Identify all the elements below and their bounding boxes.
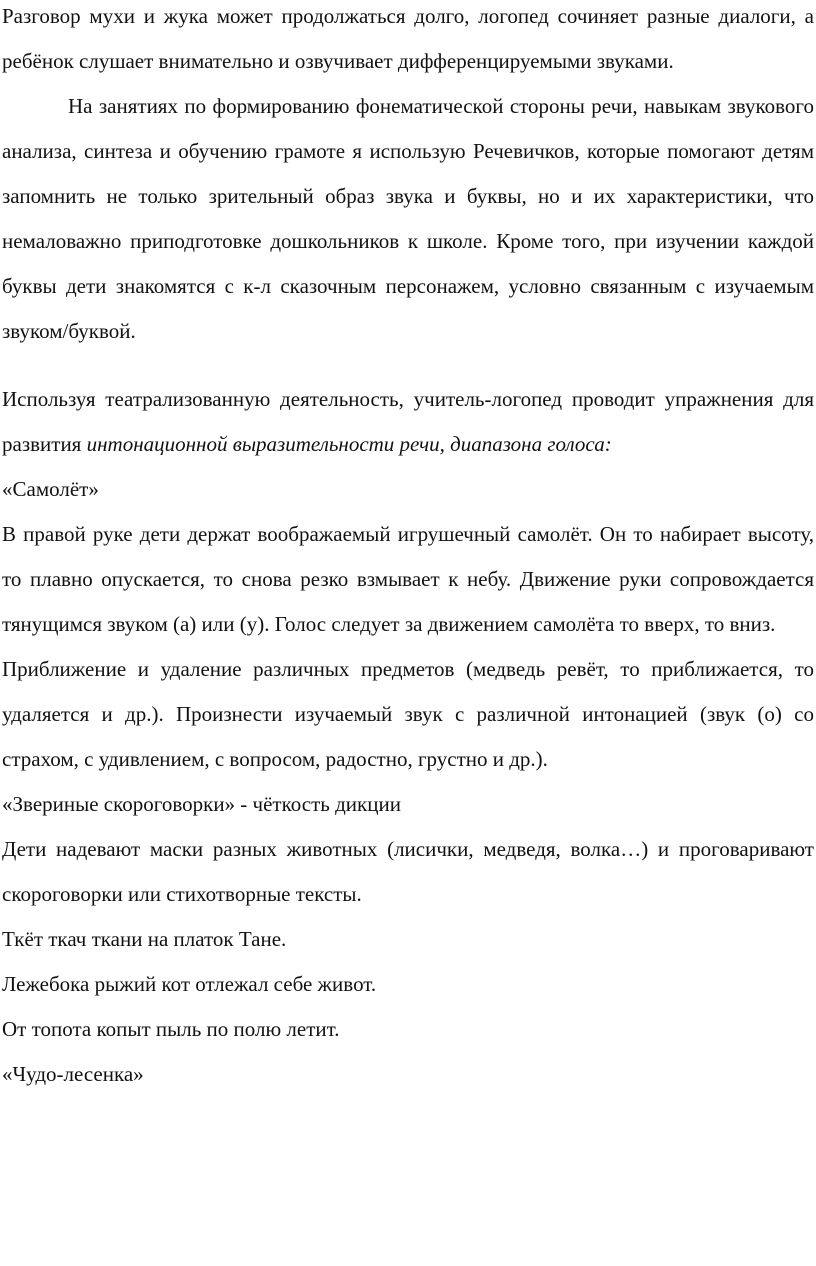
tongue-twister-weaver: Ткёт ткач ткани на платок Тане. <box>2 927 287 951</box>
tongue-twister-cat: Лежебока рыжий кот отлежал себе живот. <box>2 972 377 996</box>
exercise-title-airplane: «Самолёт» <box>2 477 99 501</box>
theatrical-activity-text: Используя театрализованную деятельность, учитель-логопед проводит упражнения для развития <box>2 387 814 456</box>
paragraph-fly-beetle-dialogue: Разговор мухи и жука может продолжаться долго, логопед сочиняет разные диалоги, а ребёнок слушает внимательно и озвучивает дифференцируемыми звуками. <box>2 4 814 73</box>
exercise-title-miracle-ladder: «Чудо-лесенка» <box>2 1062 144 1086</box>
paragraph-approach-removal: Приближение и удаление различных предметов (медведь ревёт, то приближается, то удаляется и др.). Произнести изучаемый звук с различной интонацией (звук (о) со страхом, с удивлением, с вопросом, радостно, грустно и др.). <box>2 657 814 771</box>
tongue-twister-hooves: От топота копыт пыль по полю летит. <box>2 1017 340 1041</box>
paragraph-airplane-description: В правой руке дети держат воображаемый игрушечный самолёт. Он то набирает высоту, то плавно опускается, то снова резко взмывает к небу. Движение руки сопровождается тянущимся звуком (а) или (у). Голос следует за движением самолёта то вверх, то вниз. <box>2 522 814 636</box>
exercise-title-animal-tongue-twisters: «Звериные скороговорки» - чёткость дикции <box>2 792 401 816</box>
paragraph-spacer <box>2 354 814 377</box>
paragraph-animal-masks: Дети надевают маски разных животных (лисички, медведя, волка…) и проговаривают скороговорки или стихотворные тексты. <box>2 837 814 906</box>
paragraph-theatrical-activity <box>2 377 814 467</box>
intonation-expressiveness-italic: интонационной выразительности речи, диапазона голоса: <box>86 432 612 456</box>
paragraph-phonemic-lessons: На занятиях по формированию фонематической стороны речи, навыкам звукового анализа, синтеза и обучению грамоте я использую Речевичков, которые помогают детям запомнить не только зрительный образ звука и буквы, но и их характеристики, что немаловажно приподготовке дошкольников к школе. Кроме того, при изучении каждой буквы дети знакомятся с к-л сказочным персонажем, условно связанным с изучаемым звуком/буквой. <box>2 94 814 343</box>
